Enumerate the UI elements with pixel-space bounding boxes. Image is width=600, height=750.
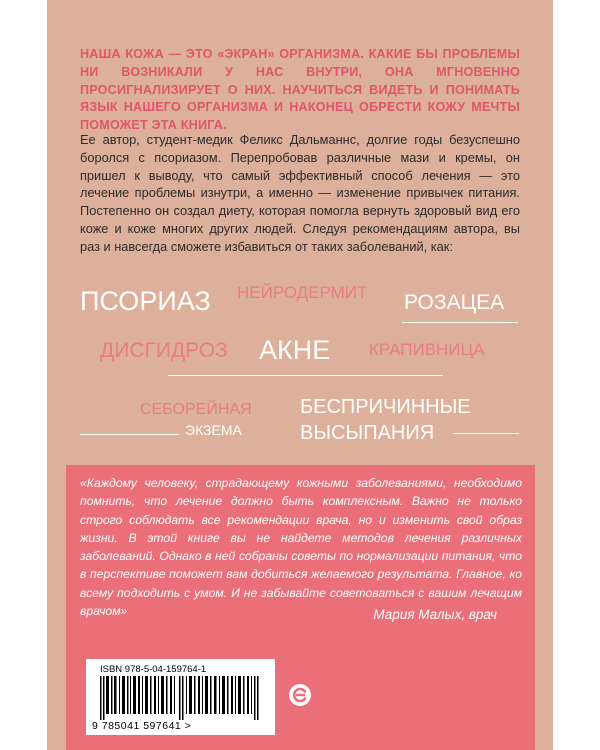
author-role: , врач: [461, 607, 497, 622]
author-name: Мария Малых: [373, 607, 462, 622]
barcode-number: 9 785041 597641 >: [92, 720, 192, 732]
disease-neurodermatitis: НЕЙРОДЕРМИТ: [237, 283, 368, 302]
quote-author: [373, 607, 497, 622]
disease-psoriasis: ПСОРИАЗ: [80, 286, 211, 316]
publisher-logo-icon: [288, 683, 312, 707]
disease-rashes-label-1: БЕСПРИЧИННЫЕ: [300, 396, 471, 418]
barcode-icon: [100, 676, 272, 720]
disease-dyshidrosis: ДИСГИДРОЗ: [100, 339, 228, 362]
divider-line: [453, 433, 519, 434]
divider-line: [80, 434, 179, 435]
disease-urticaria: КРАПИВНИЦА: [369, 340, 485, 359]
disease-acne: АКНЕ: [259, 335, 331, 365]
disease-seborrheic-label-1: СЕБОРЕЙНАЯ: [140, 401, 252, 418]
disease-seborrheic-label-2: ЭКЗЕМА: [185, 422, 242, 438]
description-text: Ее автор, студент-медик Феликс Дальманнс, долгие годы безуспешно боролся с псориазом. Перепробовав различные мази и кремы, он пришел к выводу, что самый эффективный способ лечения — это лечение проблемы изнутри, а именно — изменение привычек питания. Постепенно он создал диету, которая помогла вернуть здоровый вид его коже и коже многих других людей. Следуя рекомендациям автора, вы раз и навсегда сможете избавиться от таких заболеваний, как:: [80, 132, 520, 254]
divider-line: [168, 375, 443, 376]
isbn-label: ISBN 978-5-04-159764-1: [100, 664, 207, 675]
disease-rashes-label-2: ВЫСЫПАНИЯ: [300, 422, 435, 444]
intro-text: НАША КОЖА — ЭТО «ЭКРАН» ОРГАНИЗМА. КАКИЕ БЫ ПРОБЛЕМЫ НИ ВОЗНИКАЛИ У НАС ВНУТРИ, ОНА МГНОВЕННО ПРОСИГНАЛИЗИРУЕТ О НИХ. НАУЧИТЬСЯ ВИДЕТЬ И ПОНИМАТЬ ЯЗЫК НАШЕГО ОРГАНИЗМА И НАКОНЕЦ ОБРЕСТИ КОЖУ МЕЧТЫ ПОМОЖЕТ ЭТА КНИГА.: [80, 47, 520, 133]
disease-rosacea: РОЗАЦЕА: [404, 291, 505, 314]
divider-line: [402, 322, 518, 323]
expert-quote: «Каждому человеку, страдающему кожными заболеваниями, необходимо помнить, что лечение должно быть комплексным. Важно не только строго соблюдать все рекомендации врача, но и изменить свой образ жизни. В этой книге вы не найдете методов лечения различных заболеваний. Однако в ней собраны советы по нормализации питания, что в перспективе поможет вам добиться желаемого результата. Главное, ко всему подходить с умом. И не забывайте советоваться с вашим лечащим врачом»: [80, 476, 522, 619]
